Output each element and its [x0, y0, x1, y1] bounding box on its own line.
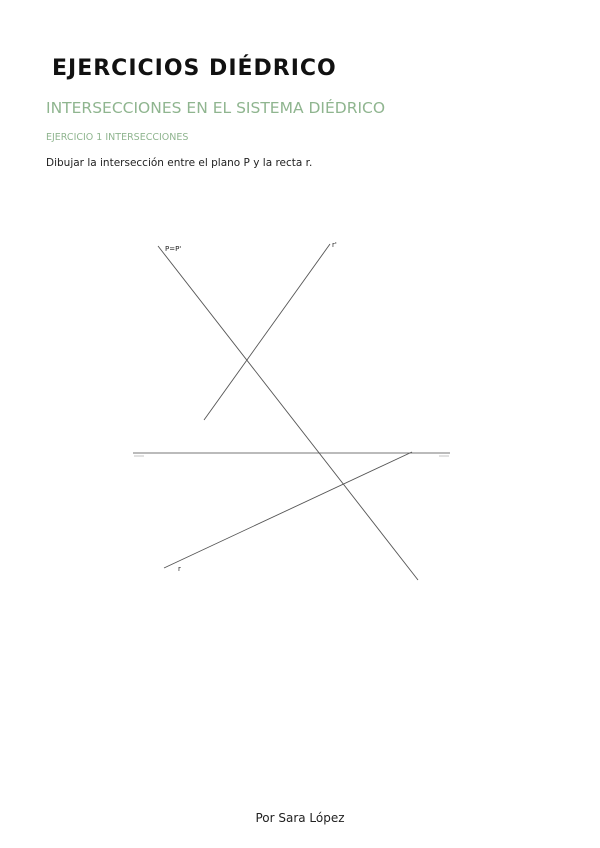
document-subtitle: INTERSECCIONES EN EL SISTEMA DIÉDRICO: [46, 99, 386, 117]
plane-trace-label: P=P': [165, 245, 182, 253]
line-r-vertical-projection: [204, 244, 330, 420]
plane-trace-line: [158, 246, 418, 580]
vertical-projection-label: r': [332, 241, 337, 249]
line-r-horizontal-projection: [164, 452, 412, 568]
author-credit: Por Sara López: [255, 811, 345, 825]
horizontal-projection-label: r: [178, 565, 181, 573]
document-title: EJERCICIOS DIÉDRICO: [52, 56, 337, 81]
exercise-instruction: Dibujar la intersección entre el plano P y la recta r.: [46, 157, 313, 169]
exercise-heading: EJERCICIO 1 INTERSECCIONES: [46, 132, 189, 143]
